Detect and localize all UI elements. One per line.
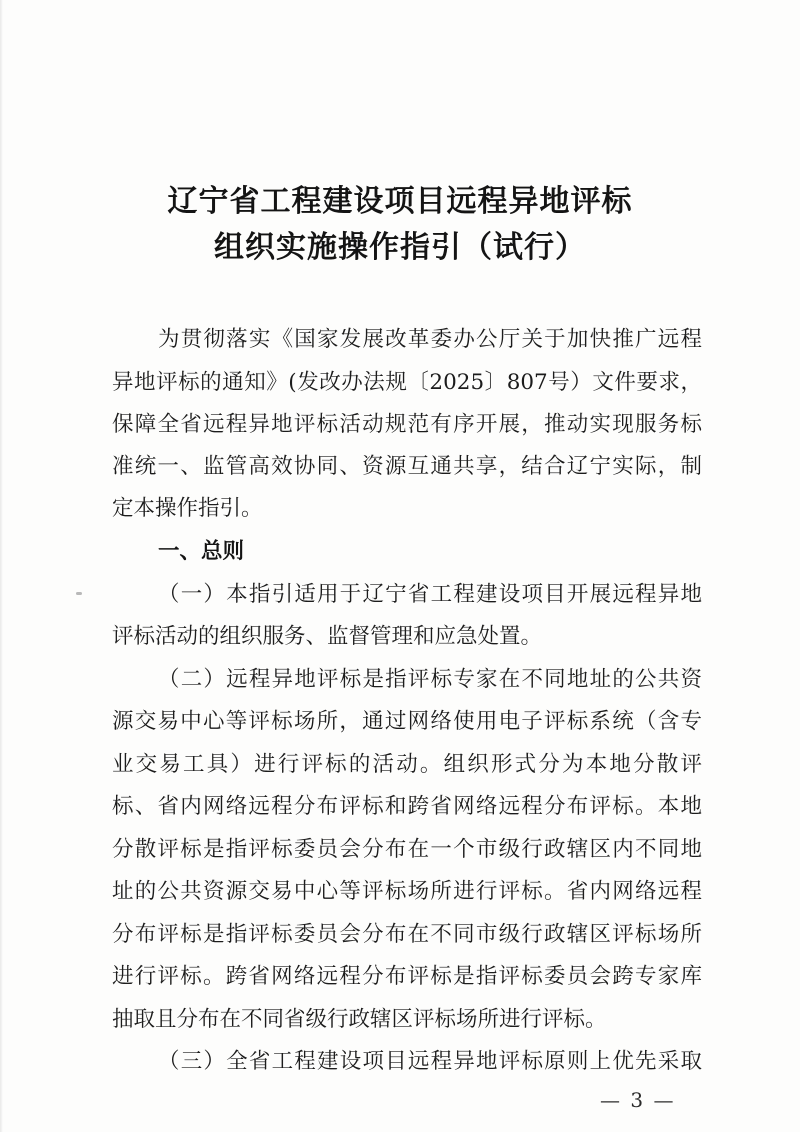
page-number: — 3 — (600, 1088, 676, 1112)
paragraph-line: （一）本指引适用于辽宁省工程建设项目开展远程异地 (158, 582, 702, 607)
intro-line: 为贯彻落实《国家发展改革委办公厅关于加快推广远程 (158, 327, 702, 352)
paragraph-line: 分散评标是指评标委员会分布在一个市级行政辖区内不同地 (112, 837, 702, 862)
scan-speck (76, 592, 82, 595)
paragraph-line: 址的公共资源交易中心等评标场所进行评标。省内网络远程 (112, 879, 702, 904)
document-title-line-1: 辽宁省工程建设项目远程异地评标 (167, 184, 633, 219)
paragraph-line: 评标活动的组织服务、监督管理和应急处置。 (112, 624, 543, 649)
paragraph-line: （三）全省工程建设项目远程异地评标原则上优先采取 (158, 1049, 702, 1074)
paragraph-line: 抽取且分布在不同省级行政辖区评标场所进行评标。 (112, 1007, 607, 1032)
paragraph-line: 业交易工具）进行评标的活动。组织形式分为本地分散评 (112, 752, 702, 777)
paragraph-line: （二）远程异地评标是指评标专家在不同地址的公共资 (158, 667, 702, 692)
document-title-line-2: 组织实施操作指引（试行） (214, 230, 586, 265)
intro-line: 异地评标的通知》(发改办法规〔2025〕807号）文件要求， (112, 370, 702, 395)
intro-line: 保障全省远程异地评标活动规范有序开展，推动实现服务标 (112, 412, 702, 437)
scan-edge-shadow (0, 0, 3, 1132)
intro-line: 准统一、监管高效协同、资源互通共享，结合辽宁实际，制 (112, 454, 702, 479)
paragraph-line: 源交易中心等评标场所，通过网络使用电子评标系统（含专 (112, 709, 702, 734)
paragraph-line: 进行评标。跨省网络远程分布评标是指评标委员会跨专家库 (112, 964, 702, 989)
paragraph-line: 分布评标是指评标委员会分布在不同市级行政辖区评标场所 (112, 922, 702, 947)
section-heading-general: 一、总则 (158, 539, 245, 564)
intro-line: 定本操作指引。 (112, 496, 263, 521)
paragraph-line: 标、省内网络远程分布评标和跨省网络远程分布评标。本地 (112, 794, 702, 819)
